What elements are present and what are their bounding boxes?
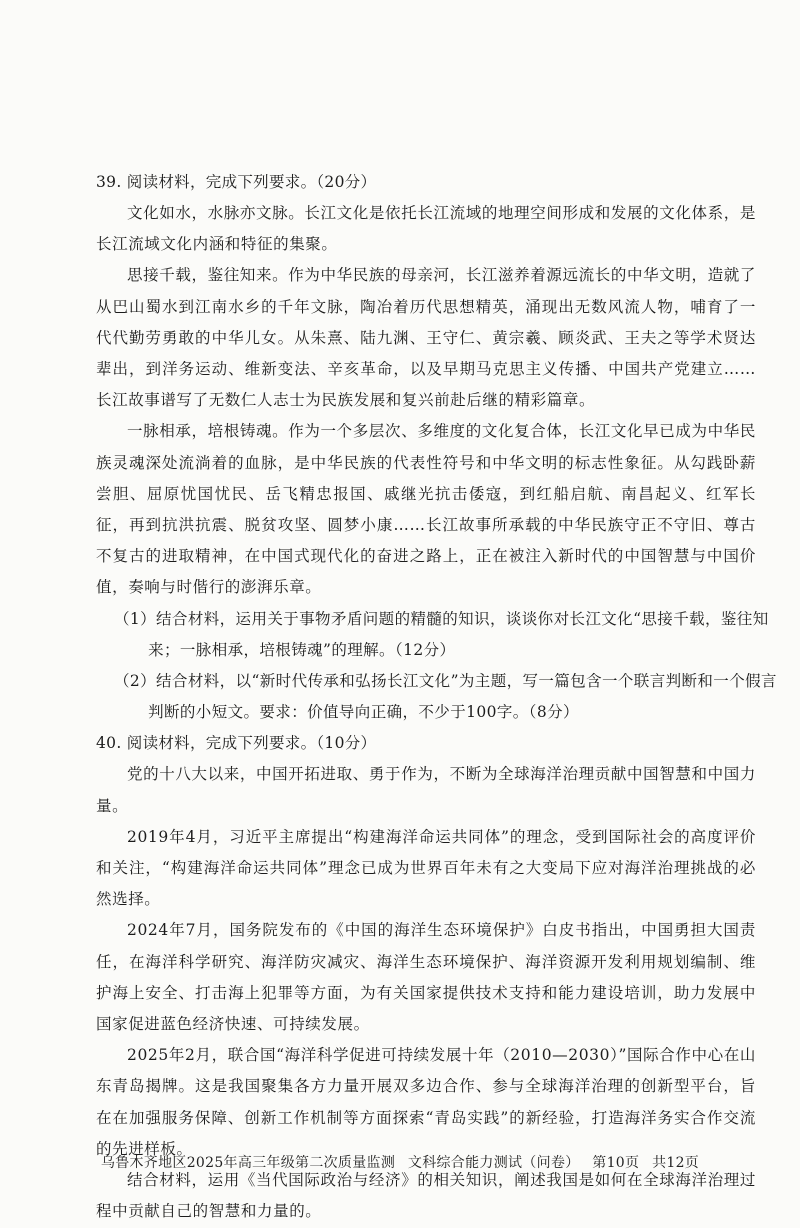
footer-subject: 文科综合能力测试（问卷） — [407, 1155, 580, 1171]
page-footer — [0, 1152, 800, 1172]
q39-task-1: （1）结合材料，运用关于事物矛盾问题的精髓的知识，谈谈你对长江文化“思接千载，鉴往知来；一脉相承，培根铸魂”的理解。（12分） — [114, 609, 769, 659]
q40-paragraph: 2024年7月，国务院发布的《中国的海洋生态环境保护》白皮书指出，中国勇担大国责任，在海洋科学研究、海洋防灾减灾、海洋生态环境保护、海洋资源开发利用规划编制、维护海上安全、打击海上犯罪等方面，为有关国家提供技术支持和能力建设培训，助力发展中国家促进蓝色经济快速、可持续发展。 — [96, 921, 756, 1034]
q39-task-2: （2）结合材料，以“新时代传承和弘扬长江文化”为主题，写一篇包含一个联言判断和一个假言判断的小短文。要求：价值导向正确，不少于100字。（8分） — [114, 672, 777, 722]
footer-exam-name: 乌鲁木齐地区2025年高三年级第二次质量监测 — [100, 1155, 396, 1171]
question-39-title: 39. 阅读材料，完成下列要求。（20分） — [96, 173, 377, 191]
question-39 — [96, 167, 777, 728]
q40-paragraph: 结合材料，运用《当代国际政治与经济》的相关知识，阐述我国是如何在全球海洋治理过程中贡献自己的智慧和力量的。 — [96, 1171, 756, 1221]
page-content — [96, 167, 777, 1228]
q40-paragraph: 2019年4月，习近平主席提出“构建海洋命运共同体”的理念，受到国际社会的高度评价和关注，“构建海洋命运共同体”理念已成为世界百年未有之大变局下应对海洋治理挑战的必然选择。 — [96, 827, 756, 909]
q39-paragraph: 一脉相承，培根铸魂。作为一个多层次、多维度的文化复合体，长江文化早已成为中华民族灵魂深处流淌着的血脉，是中华民族的代表性符号和中华文明的标志性象征。从勾践卧薪尝胆、屈原忧国忧民、岳飞精忠报国、戚继光抗击倭寇，到红船启航、南昌起义、红军长征，再到抗洪抗震、脱贫攻坚、圆梦小康……长江故事所承载的中华民族守正不守旧、尊古不复古的进取精神，在中国式现代化的奋进之路上，正在被注入新时代的中国智慧与中国价值，奏响与时偕行的澎湃乐章。 — [96, 422, 756, 597]
footer-total-pages: 共12页 — [652, 1155, 700, 1171]
q40-paragraph: 党的十八大以来，中国开拓进取、勇于作为，不断为全球海洋治理贡献中国智慧和中国力量。 — [96, 765, 756, 815]
question-40-title: 40. 阅读材料，完成下列要求。（10分） — [96, 734, 377, 753]
q39-paragraph: 思接千载，鉴往知来。作为中华民族的母亲河，长江滋养着源远流长的中华文明，造就了从巴山蜀水到江南水乡的千年文脉，陶冶着历代思想精英，涌现出无数风流人物，哺育了一代代勤劳勇敢的中华儿女。从朱熹、陆九渊、王守仁、黄宗羲、顾炎武、王夫之等学术贤达辈出，到洋务运动、维新变法、辛亥革命，以及早期马克思主义传播、中国共产党建立……长江故事谱写了无数仁人志士为民族发展和复兴前赴后继的精彩篇章。 — [96, 266, 756, 410]
footer-page-number: 第10页 — [592, 1155, 640, 1171]
q40-paragraph: 2025年2月，联合国“海洋科学促进可持续发展十年（2010—2030）”国际合作中心在山东青岛揭牌。这是我国聚集各方力量开展双多边合作、参与全球海洋治理的创新型平台，旨在在加强服务保障、创新工作机制等方面探索“青岛实践”的新经验，打造海洋务实合作交流的先进样板。 — [96, 1046, 756, 1158]
q39-paragraph: 文化如水，水脉亦文脉。长江文化是依托长江流域的地理空间形成和发展的文化体系，是长江流域文化内涵和特征的集聚。 — [96, 204, 756, 254]
